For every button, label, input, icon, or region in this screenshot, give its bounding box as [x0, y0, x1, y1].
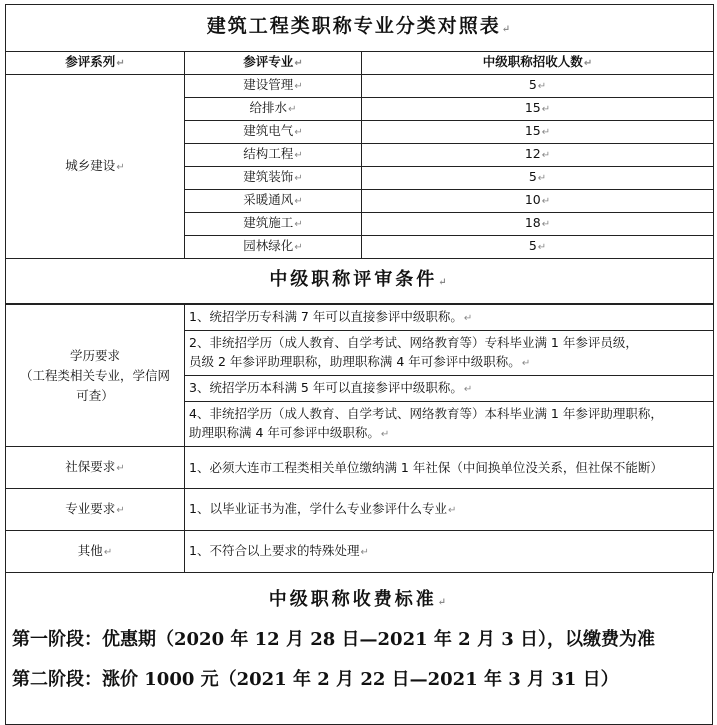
header-series: 参评系列↵ [6, 52, 185, 75]
document [5, 4, 713, 725]
social-label: 社保要求↵ [6, 447, 185, 489]
title-row [6, 5, 714, 52]
condition-row [6, 531, 714, 573]
major-count: 15↵ [362, 121, 714, 144]
major-count: 5↵ [362, 75, 714, 98]
condition-row [6, 447, 714, 489]
classification-table [5, 4, 714, 304]
major-count: 10↵ [362, 190, 714, 213]
social-item: 1、必须大连市工程类相关单位缴纳满 1 年社保（中间换单位没关系，但社保不能断） [185, 447, 714, 489]
table-row [6, 75, 714, 98]
condition-row [6, 489, 714, 531]
major-req-label: 专业要求↵ [6, 489, 185, 531]
series-cell: 城乡建设↵ [6, 75, 185, 259]
major-count: 5↵ [362, 167, 714, 190]
major-name: 结构工程↵ [185, 144, 362, 167]
major-name: 建筑施工↵ [185, 213, 362, 236]
other-item: 1、不符合以上要求的特殊处理↵ [185, 531, 714, 573]
major-name: 采暖通风↵ [185, 190, 362, 213]
fee-stage-2: 第二阶段：涨价 1000 元（2021 年 2 月 22 日—2021 年 3 月 31 日） [12, 669, 619, 690]
conditions-title: 中级职称评审条件↵ [6, 259, 714, 304]
education-item: 3、统招学历本科满 5 年可以直接参评中级职称。↵ [185, 376, 714, 402]
education-label: 学历要求 （工程类相关专业，学信网 可查） [6, 305, 185, 447]
education-item: 4、非统招学历（成人教育、自学考试、网络教育等）本科毕业满 1 年参评助理职称， 助理职称满 4 年可参评中级职称。↵ [185, 402, 714, 447]
header-row [6, 52, 714, 75]
education-item: 2、非统招学历（成人教育、自学考试、网络教育等）专科毕业满 1 年参评员级， 员级 2 年参评助理职称，助理职称满 4 年可参评中级职称。↵ [185, 331, 714, 376]
table-title: 建筑工程类职称专业分类对照表↵ [6, 5, 714, 52]
fee-section [5, 573, 713, 725]
header-major: 参评专业↵ [185, 52, 362, 75]
major-name: 园林绿化↵ [185, 236, 362, 259]
major-name: 建筑装饰↵ [185, 167, 362, 190]
major-count: 18↵ [362, 213, 714, 236]
major-count: 12↵ [362, 144, 714, 167]
major-req-item: 1、以毕业证书为准，学什么专业参评什么专业↵ [185, 489, 714, 531]
conditions-title-row [6, 259, 714, 304]
major-name: 建设管理↵ [185, 75, 362, 98]
header-quota: 中级职称招收人数↵ [362, 52, 714, 75]
condition-row [6, 305, 714, 331]
major-name: 建筑电气↵ [185, 121, 362, 144]
fee-stage-1: 第一阶段：优惠期（2020 年 12 月 28 日—2021 年 2 月 3 日），以缴费为准 [12, 629, 656, 650]
fee-title: 中级职称收费标准↵ [268, 589, 450, 610]
conditions-table [5, 304, 714, 573]
major-count: 15↵ [362, 98, 714, 121]
major-name: 给排水↵ [185, 98, 362, 121]
other-label: 其他↵ [6, 531, 185, 573]
major-count: 5↵ [362, 236, 714, 259]
education-item: 1、统招学历专科满 7 年可以直接参评中级职称。↵ [185, 305, 714, 331]
